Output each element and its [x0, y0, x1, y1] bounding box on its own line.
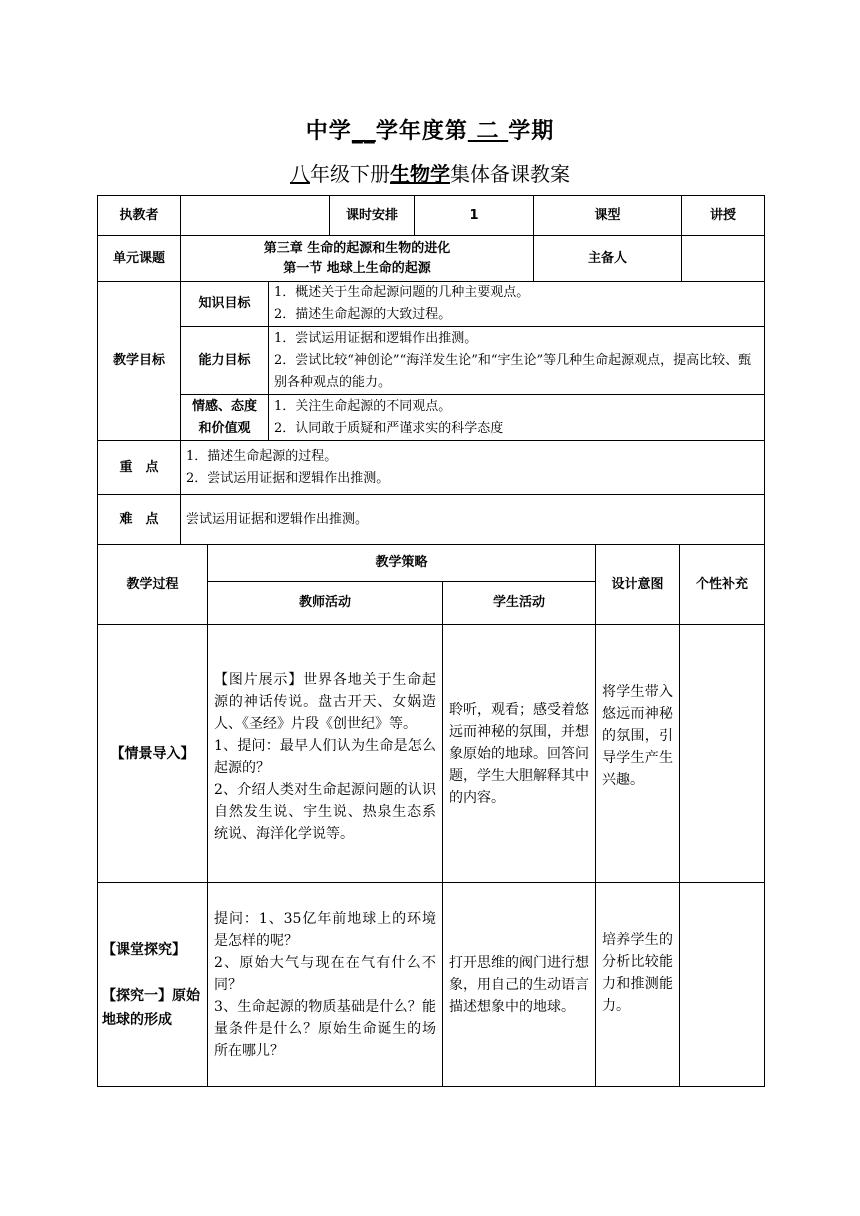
- key-points: [181, 441, 765, 495]
- type-label: 课型: [534, 196, 682, 236]
- ability-label: 能力目标: [181, 327, 269, 395]
- ability-item: 2．尝试比较“神创论”“海洋发生论”和“宇生论”等几种生命起源观点，提高比较、甄别各种观点的能力。: [274, 352, 752, 390]
- goals-label: 教学目标: [98, 282, 181, 441]
- extra-column: 个性补充: [680, 545, 765, 625]
- chapter-title: 第三章 生命的起源和生物的进化: [263, 240, 451, 256]
- process-table: [97, 544, 765, 1087]
- preparer-label: 主备人: [534, 236, 682, 282]
- extra-explore: [680, 883, 765, 1087]
- stage-explore-title: 【课堂探究】: [102, 941, 186, 958]
- ability-item: 1．尝试运用证据和逻辑作出推测。: [274, 330, 478, 346]
- emotion-label: 情感、态度 和价值观: [181, 395, 269, 441]
- schedule-label: 课时安排: [330, 196, 415, 236]
- stage-explore: [98, 883, 208, 1087]
- teacher-activity-column: 教师活动: [208, 582, 443, 625]
- knowledge-goals: [269, 282, 765, 327]
- difficulty-label: 难 点: [98, 495, 181, 545]
- intent-column: 设计意图: [596, 545, 680, 625]
- section-title: 第一节 地球上生命的起源: [283, 260, 431, 276]
- intent-intro: 将学生带入悠远而神秘的氛围，引导学生产生兴趣。: [596, 625, 680, 883]
- unit-label: 单元课题: [98, 236, 181, 282]
- preparer-value: [682, 236, 765, 282]
- document-subtitle: 八年级下册生物学集体备课教案: [290, 162, 570, 186]
- knowledge-label: 知识目标: [181, 282, 269, 327]
- unit-title: [181, 236, 534, 282]
- strategy-label: 教学策略: [208, 545, 596, 582]
- student-activity-explore: 打开思维的阀门进行想象，用自己的生动语言描述想象中的地球。: [443, 883, 596, 1087]
- emotion-item: 2．认同敢于质疑和严谨求实的科学态度: [274, 420, 504, 436]
- key-item: 2．尝试运用证据和逻辑作出推测。: [186, 470, 390, 486]
- emotion-goals: [269, 395, 765, 441]
- intent-explore: 培养学生的分析比较能力和推测能力。: [596, 883, 680, 1087]
- student-activity-intro: 聆听，观看；感受着悠远而神秘的氛围，并想象原始的地球。回答问题，学生大胆解释其中的内容。: [443, 625, 596, 883]
- key-item: 1．描述生命起源的过程。: [186, 448, 338, 464]
- emotion-item: 1．关注生命起源的不同观点。: [274, 398, 452, 414]
- key-label: 重 点: [98, 441, 181, 495]
- teacher-label: 执教者: [98, 196, 181, 236]
- process-label: 教学过程: [98, 545, 208, 625]
- difficulty-text: 尝试运用证据和逻辑作出推测。: [181, 495, 765, 545]
- stage-explore-subtitle: 【探究一】原始地球的形成: [102, 987, 200, 1028]
- teacher-activity-explore: 提问：1、35亿年前地球上的环境是怎样的呢？ 2、原始大气与现在在气有什么不同？ 3、生命起源的物质基础是什么？能量条件是什么？原始生命诞生的场所在哪儿？: [208, 883, 443, 1087]
- teacher-activity-intro: 【图片展示】世界各地关于生命起源的神话传说。盘古开天、女娲造人、《圣经》片段《创世纪》等。 1、提问：最早人们认为生命是怎么起源的？ 2、介绍人类对生命起源问题的认识自然发生说、宇生说、热泉生态系统说、海洋化学说等。: [208, 625, 443, 883]
- type-value: 讲授: [682, 196, 765, 236]
- teacher-value: [181, 196, 330, 236]
- stage-intro: 【情景导入】: [98, 625, 208, 883]
- knowledge-item: 2．描述生命起源的大致过程。: [274, 307, 452, 322]
- lesson-info-table: [97, 195, 765, 545]
- knowledge-item: 1．概述关于生命起源问题的几种主要观点。: [274, 285, 530, 300]
- student-activity-column: 学生活动: [443, 582, 596, 625]
- document-title: 中学__学年度第 二 学期: [305, 119, 555, 144]
- ability-goals: [269, 327, 765, 395]
- schedule-value: 1: [415, 196, 534, 236]
- extra-intro: [680, 625, 765, 883]
